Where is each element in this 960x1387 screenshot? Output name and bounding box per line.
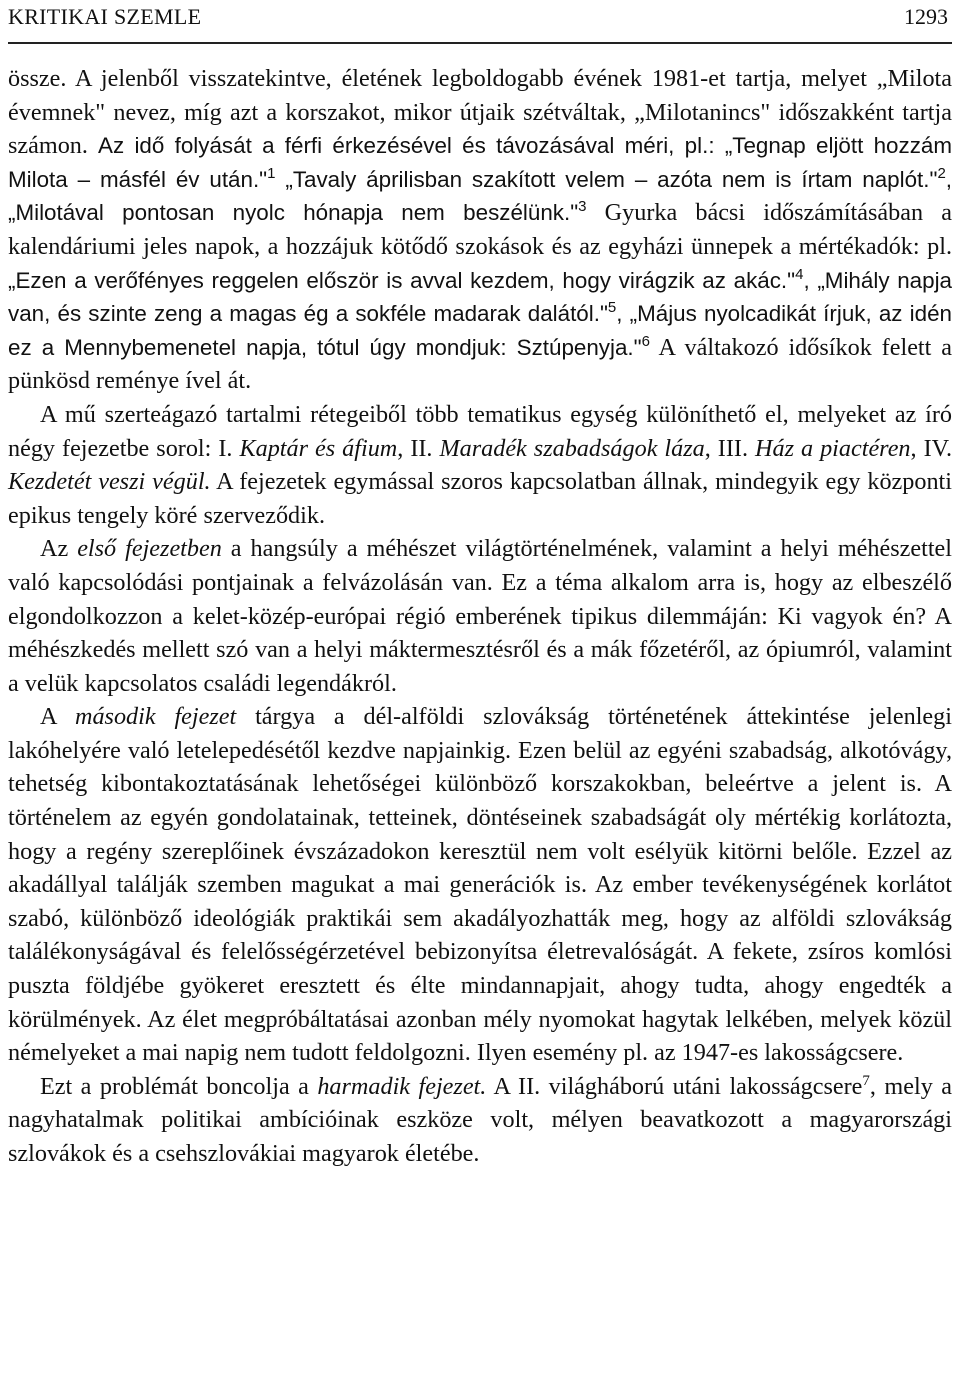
paragraph-2-text-c: , III. [704,434,756,462]
paragraph-3-text-a: Az [40,535,78,563]
paragraph-2-text-e: A fejezetek egymással szoros kapcsolatban állnak, mindegyik egy központi epikus tengely köré szerveződik. [8,468,952,529]
running-header [8,0,952,44]
quote-text-6: , „Május nyolcadikát írjuk, az idén ez a Mennybemenetel napja, tótul úgy mondjuk: Sztúpenyja." [8,301,953,360]
footnote-ref-7: 7 [862,1072,870,1089]
paragraph-5-text-b: A II. világháború utáni lakosságcsere [486,1072,863,1100]
paragraph-1-text-c: A váltakozó idősíkok felett a pünkösd reménye ível át. [8,333,953,395]
article-body [8,62,952,1171]
paragraph-3 [8,532,952,700]
quote-text-1: Az idő folyását a férfi érkezésével és távozásával méri, pl.: „Tegnap eljött hozzám Milota – másfél év után." [8,133,952,192]
quote-text-2: „Tavaly áprilisban szakított velem – azóta nem is írtam naplót." [275,166,938,192]
footnote-ref-2: 2 [937,164,946,182]
paragraph-4 [8,700,952,1070]
paragraph-3-text-b: a hangsúly a méhészet világtörténelmének, valamint a helyi méhészettel való kapcsolódási pontjainak a felvázolásán van. Ez a téma alkalom arra is, hogy az elbeszélő elgondolkozzon a kelet-közép-európai régió emberének tipikus dilemmáján: Ki vagyok én? A méhészkedés mellett szó van a helyi máktermesztésről és a mák főzetéről, az ópiumról, valamint a velük kapcsolatos családi legendákról. [8,535,953,697]
chapter-title-3: Ház a piactéren [755,434,911,462]
footnote-ref-3: 3 [578,198,587,216]
quote-text-4: „Ezen a verőfényes reggelen először is avval kezdem, hogy virágzik az akác." [8,267,796,293]
chapter-title-1: Kaptár és áfium [239,434,398,462]
paragraph-2-text-b: , II. [397,434,440,462]
paragraph-4-text-b: tárgya a dél-alföldi szlovákság történetének áttekintése jelenlegi lakóhelyére való letelepedésétől kezdve napjainkig. Ezen belül az egyéni szabadság, alkotóvágy, tehetség kibontakoztatásának lehetőségei különböző korszakokban, beleértve a jelent is. A történelem az egyén gondolatainak, tetteinek, döntéseinek szabadságát oly mértékig korlátozta, hogy a regény szereplőinek évszázadokon keresztül nem volt esélyük kitörni belőle. Ezzel az akadállyal találják szemben magukat a mai generációk is. Az ember tevékenységének korlátot szabó, különböző ideológiák praktikái sem akadályozhatták meg, hogy az alföldi szlovákság találékonyságával és felelősségérzetével bebizonyítsa életrevalóságát. A fekete, zsíros komlósi puszta földjébe gyökeret eresztett és élte mindannapjait, ahogy tudta, ahogy engedték a körülmények. Az élet megpróbáltatásai azonban mély nyomokat hagytak lelkében, melyek közül némelyeket a mai napig nem tudott feldolgozni. Ilyen esemény pl. az 1947-es lakosságcsere. [8,703,952,1067]
emphasis-first-chapter: első fejezetben [77,535,222,563]
paragraph-2-text-d: , IV. [910,434,953,462]
paragraph-5-text-a: Ezt a problémát boncolja a [40,1072,318,1100]
page-number: 1293 [904,4,948,29]
paragraph-5-text-c: , mely a nagyhatalmak politikai ambícióinak eszköze volt, mélyen beavatkozott a magyarországi szlovákok és a csehszlovákiai magyarok életébe. [8,1072,952,1167]
paragraph-1-text-a: össze. A jelenből visszatekintve, életének legboldogabb évének 1981-et tartja, melyet „Milota évemnek" nevez, míg azt a korszakot, mikor útjaik szétváltak, „Milotanincs" időszakként tartja számon. [8,65,952,160]
emphasis-third-chapter: harmadik fejezet. [317,1072,487,1100]
paragraph-5 [8,1070,952,1171]
paragraph-2-text-a: A mű szerteágazó tartalmi rétegeiből több tematikus egység különíthető el, melyeket az író négy fejezetbe sorol: I. [8,400,952,462]
paragraph-1-text-b: Gyurka bácsi időszámításában a kalendáriumi jeles napok, a hozzájuk kötődő szokások és az egyházi ünnepek a mértékadók: pl. [8,199,952,260]
journal-title: KRITIKAI SZEMLE [8,4,202,29]
quote-text-5: , „Mihály napja van, és szinte zeng a magas ég a sokféle madarak dalától." [8,267,952,327]
paragraph-4-text-a: A [40,703,75,731]
chapter-title-4: Kezdetét veszi végül. [8,468,211,496]
chapter-title-2: Maradék szabadságok láza [439,434,705,462]
footnote-ref-1: 1 [267,164,276,182]
paragraph-1 [8,62,952,398]
paragraph-2 [8,398,952,532]
footnote-ref-4: 4 [795,265,804,283]
quote-text-3: , „Milotával pontosan nyolc hónapja nem beszélünk." [8,166,953,226]
emphasis-second-chapter: második fejezet [74,703,237,731]
footnote-ref-5: 5 [607,299,617,317]
footnote-ref-6: 6 [641,332,650,350]
